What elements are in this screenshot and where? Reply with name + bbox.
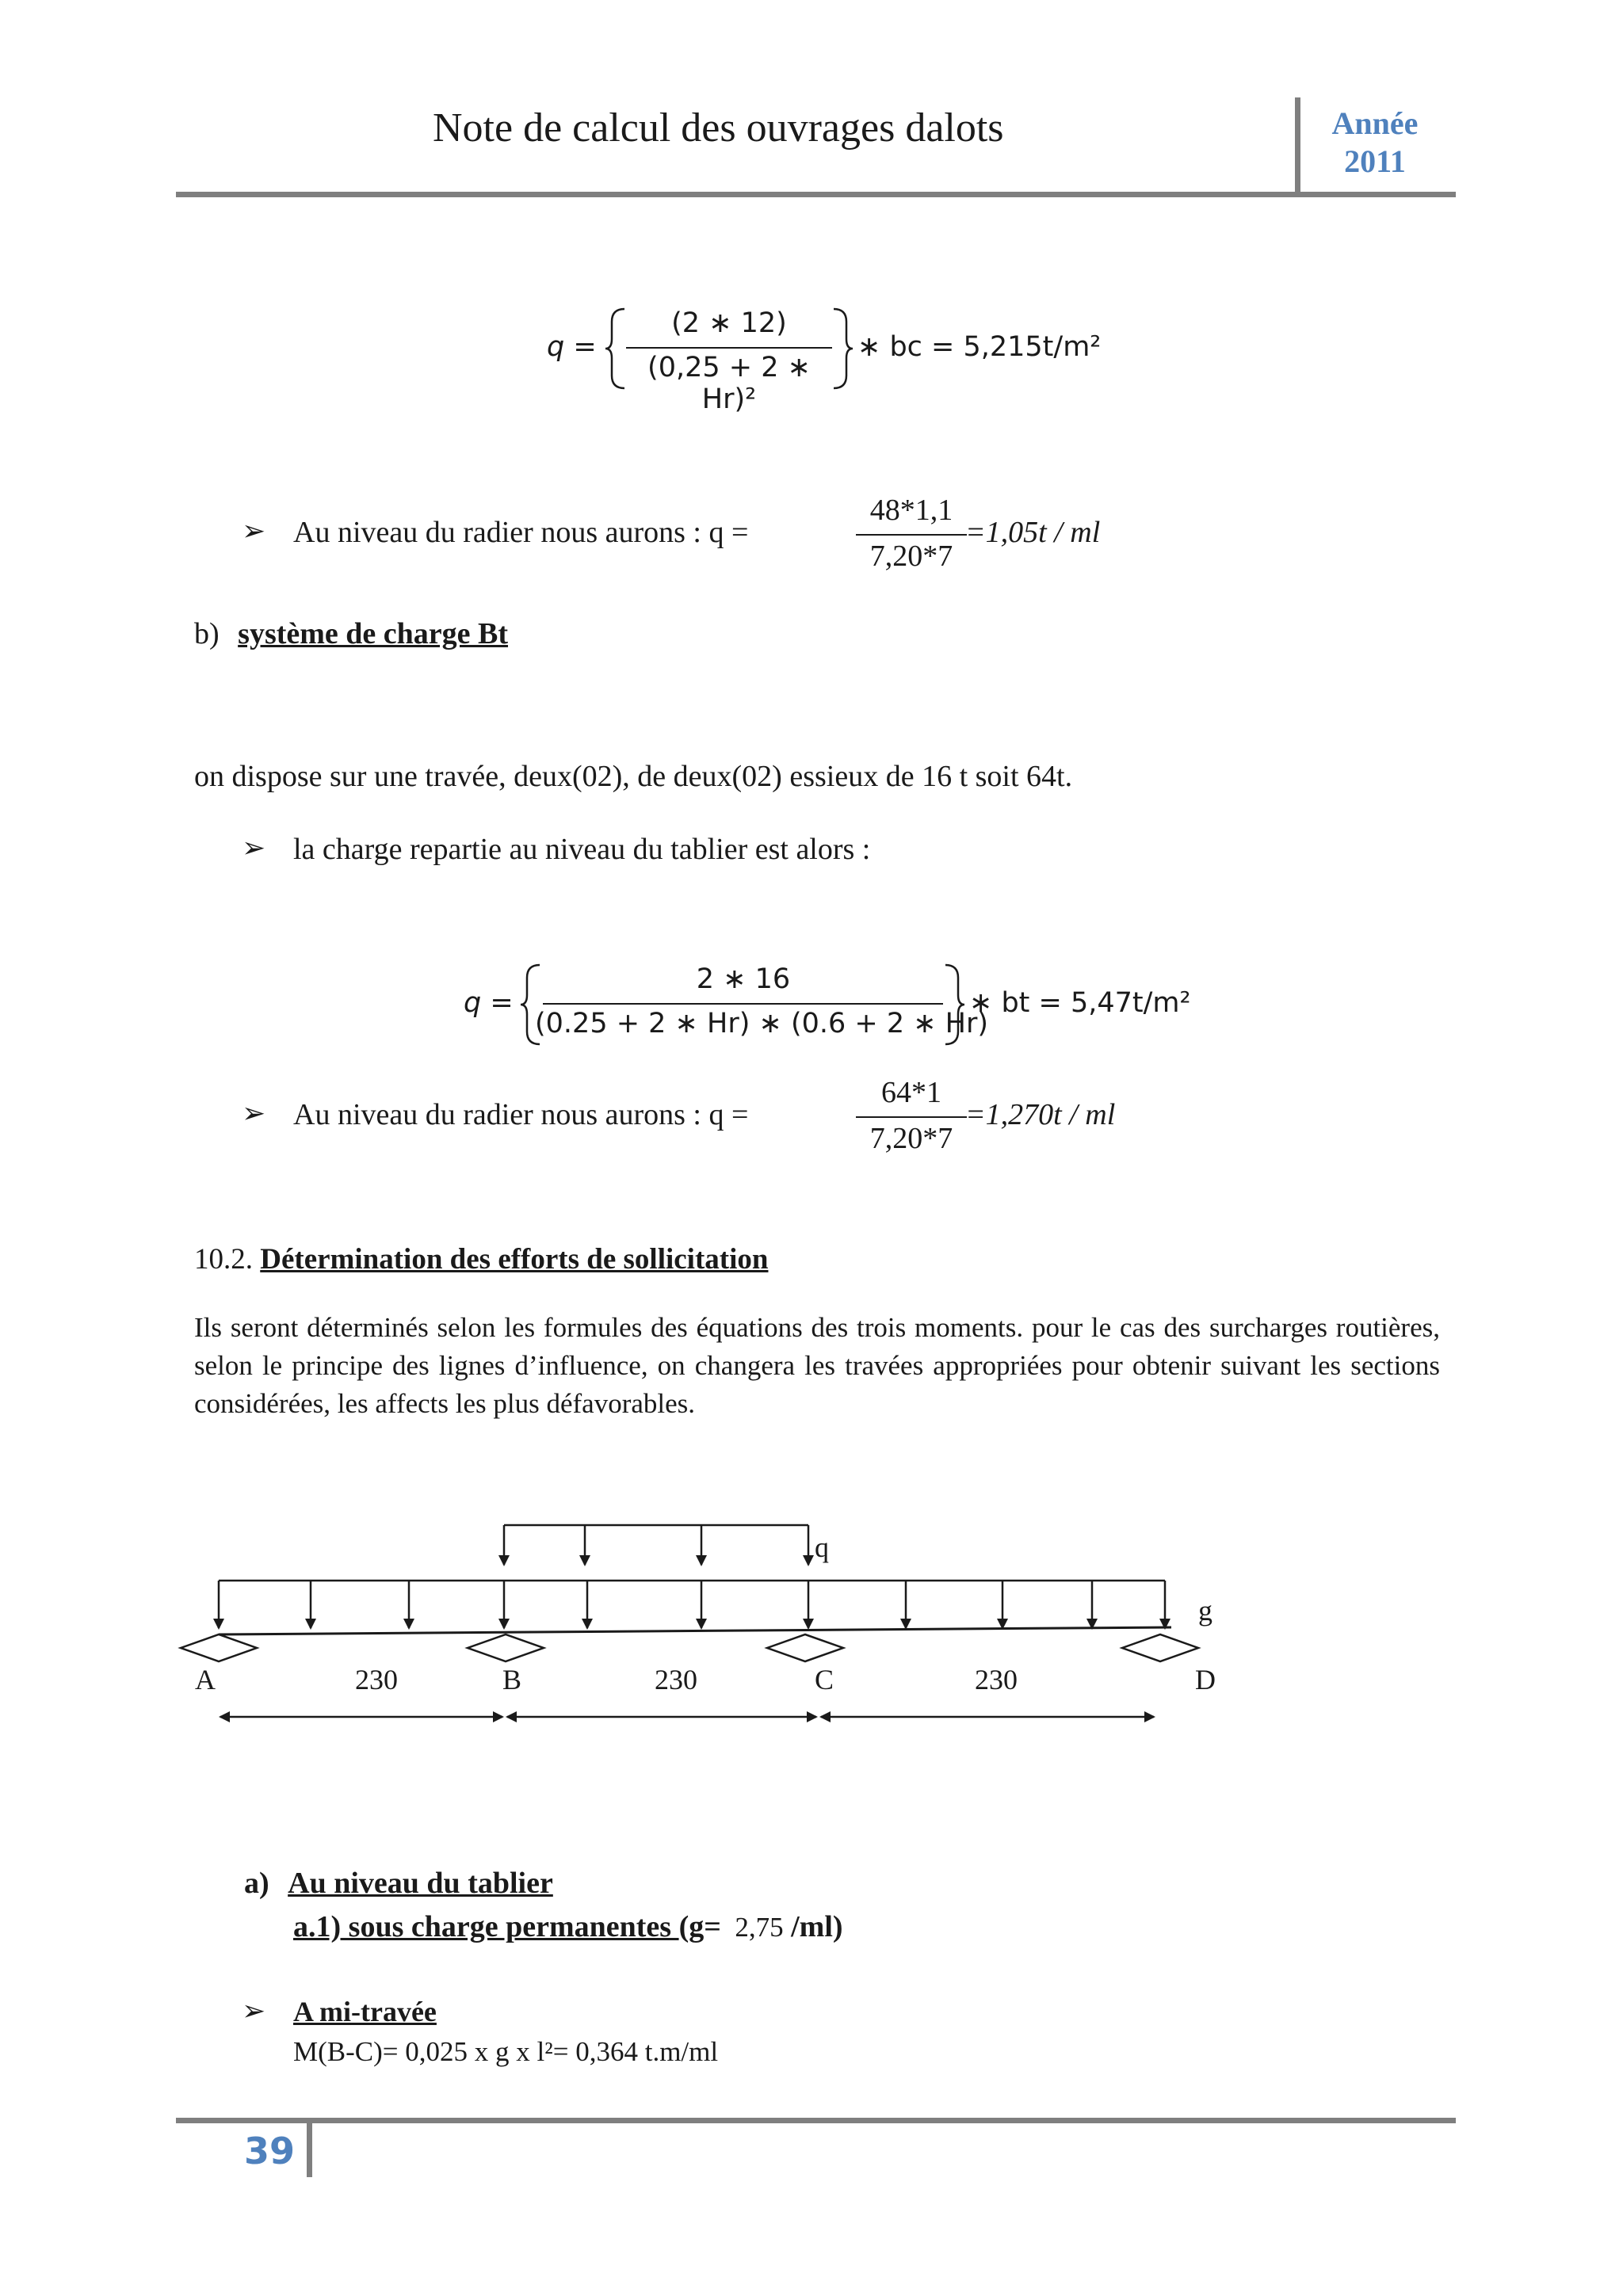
formula-bc-numerator: (2 ∗ 12) — [671, 307, 787, 339]
load-g-group — [219, 1581, 1165, 1628]
continuous-beam-diagram — [0, 1505, 1623, 1759]
section-b-prefix: b) — [194, 617, 220, 650]
sub-a-heading — [244, 1866, 553, 1901]
fraction-bar — [543, 1003, 943, 1005]
support-b-label: B — [502, 1664, 522, 1695]
sub-a-label: a) — [244, 1867, 269, 1900]
section-10-2-title: Détermination des efforts de sollicitation — [260, 1243, 769, 1276]
support-d-symbol — [1122, 1634, 1198, 1661]
radier-2-result: =1,270t / ml — [965, 1098, 1116, 1131]
formula-bt-rhs: ∗ bt = 5,47t/m² — [969, 987, 1191, 1019]
formula-bc-lhs: q = — [547, 331, 597, 363]
right-brace — [942, 963, 966, 1046]
radier-2-numerator: 64*1 — [881, 1076, 941, 1109]
fraction-bar — [856, 534, 967, 536]
header-year-block — [1308, 105, 1442, 181]
formula-bc-rhs: ∗ bc = 5,215t/m² — [857, 331, 1102, 363]
page-header-title: Note de calcul des ouvrages dalots — [433, 105, 1004, 151]
radier-line-1: Au niveau du radier nous aurons : q = — [293, 516, 749, 549]
span-bc-length: 230 — [655, 1664, 697, 1695]
support-b-symbol — [468, 1634, 544, 1661]
support-a-symbol — [181, 1634, 257, 1661]
formula-bc — [547, 301, 1117, 415]
load-q-label: q — [815, 1531, 829, 1563]
formula-bt-numerator: 2 ∗ 16 — [696, 963, 791, 995]
support-d-label: D — [1195, 1664, 1216, 1695]
formula-bt — [464, 957, 1209, 1052]
mi-travee-formula: M(B-C)= 0,025 x g x l²= 0,364 t.m/ml — [293, 2036, 719, 2067]
radier-1-denominator: 7,20*7 — [869, 540, 953, 573]
support-c-symbol — [767, 1634, 843, 1661]
radier-line-2: Au niveau du radier nous aurons : q = — [293, 1098, 749, 1131]
load-g-label: g — [1198, 1595, 1212, 1627]
header-rule — [176, 192, 1456, 197]
bullet-arrow-icon: ➢ — [242, 1995, 266, 2027]
header-divider — [1295, 97, 1300, 194]
support-a-label: A — [195, 1664, 216, 1695]
span-cd-length: 230 — [975, 1664, 1018, 1695]
method-paragraph: Ils seront déterminés selon les formules des équations des trois moments. pour le cas des surcharges routières, selon le principe des lignes d’influence, on changera les travées appropriées pour obtenir suivant les sections considérées, les affects les plus défavorables. — [194, 1312, 1440, 1419]
footer-rule — [176, 2118, 1456, 2123]
section-10-2-number: 10.2. — [194, 1243, 253, 1276]
page-number: 39 — [243, 2130, 295, 2172]
g-value: 2,75 — [735, 1912, 784, 1943]
radier-2-fraction — [848, 1075, 975, 1162]
fraction-bar — [626, 347, 832, 349]
section-b-title: système de charge Bt — [238, 617, 509, 650]
g-unit: /ml) — [791, 1910, 843, 1943]
radier-1-numerator: 48*1,1 — [869, 494, 953, 527]
mi-travee-title: A mi-travée — [293, 1996, 437, 2027]
load-q-group — [504, 1525, 808, 1565]
support-c-label: C — [815, 1664, 834, 1695]
radier-1-result: =1,05t / ml — [965, 516, 1101, 549]
year-label: Année — [1331, 105, 1419, 141]
formula-bt-lhs: q = — [464, 987, 514, 1019]
section-b-heading — [194, 616, 508, 651]
year-value: 2011 — [1344, 143, 1406, 179]
section-10-2-heading — [194, 1242, 768, 1276]
g-prefix: (g= — [678, 1910, 721, 1943]
formula-bc-denominator: (0,25 + 2 ∗ Hr)² — [647, 352, 811, 415]
beam-line — [219, 1627, 1171, 1634]
sub-a-title: Au niveau du tablier — [288, 1867, 553, 1900]
radier-2-denominator: 7,20*7 — [869, 1122, 953, 1155]
formula-bt-denominator: (0.25 + 2 ∗ Hr) ∗ (0.6 + 2 ∗ Hr) — [535, 1008, 989, 1039]
bullet-arrow-icon: ➢ — [242, 515, 266, 547]
span-ab-length: 230 — [355, 1664, 398, 1695]
footer-divider — [307, 2123, 312, 2177]
fraction-bar — [856, 1116, 967, 1118]
sub-a1-title: a.1) sous charge permanentes — [293, 1910, 679, 1943]
sub-a1-heading — [293, 1909, 843, 1944]
bt-bullet-text: la charge repartie au niveau du tablier est alors : — [293, 833, 871, 866]
radier-1-fraction — [848, 493, 975, 580]
bullet-arrow-icon: ➢ — [242, 832, 266, 864]
bullet-arrow-icon: ➢ — [242, 1097, 266, 1130]
right-brace — [831, 307, 854, 390]
bt-intro: on dispose sur une travée, deux(02), de deux(02) essieux de 16 t soit 64t. — [194, 760, 1073, 793]
